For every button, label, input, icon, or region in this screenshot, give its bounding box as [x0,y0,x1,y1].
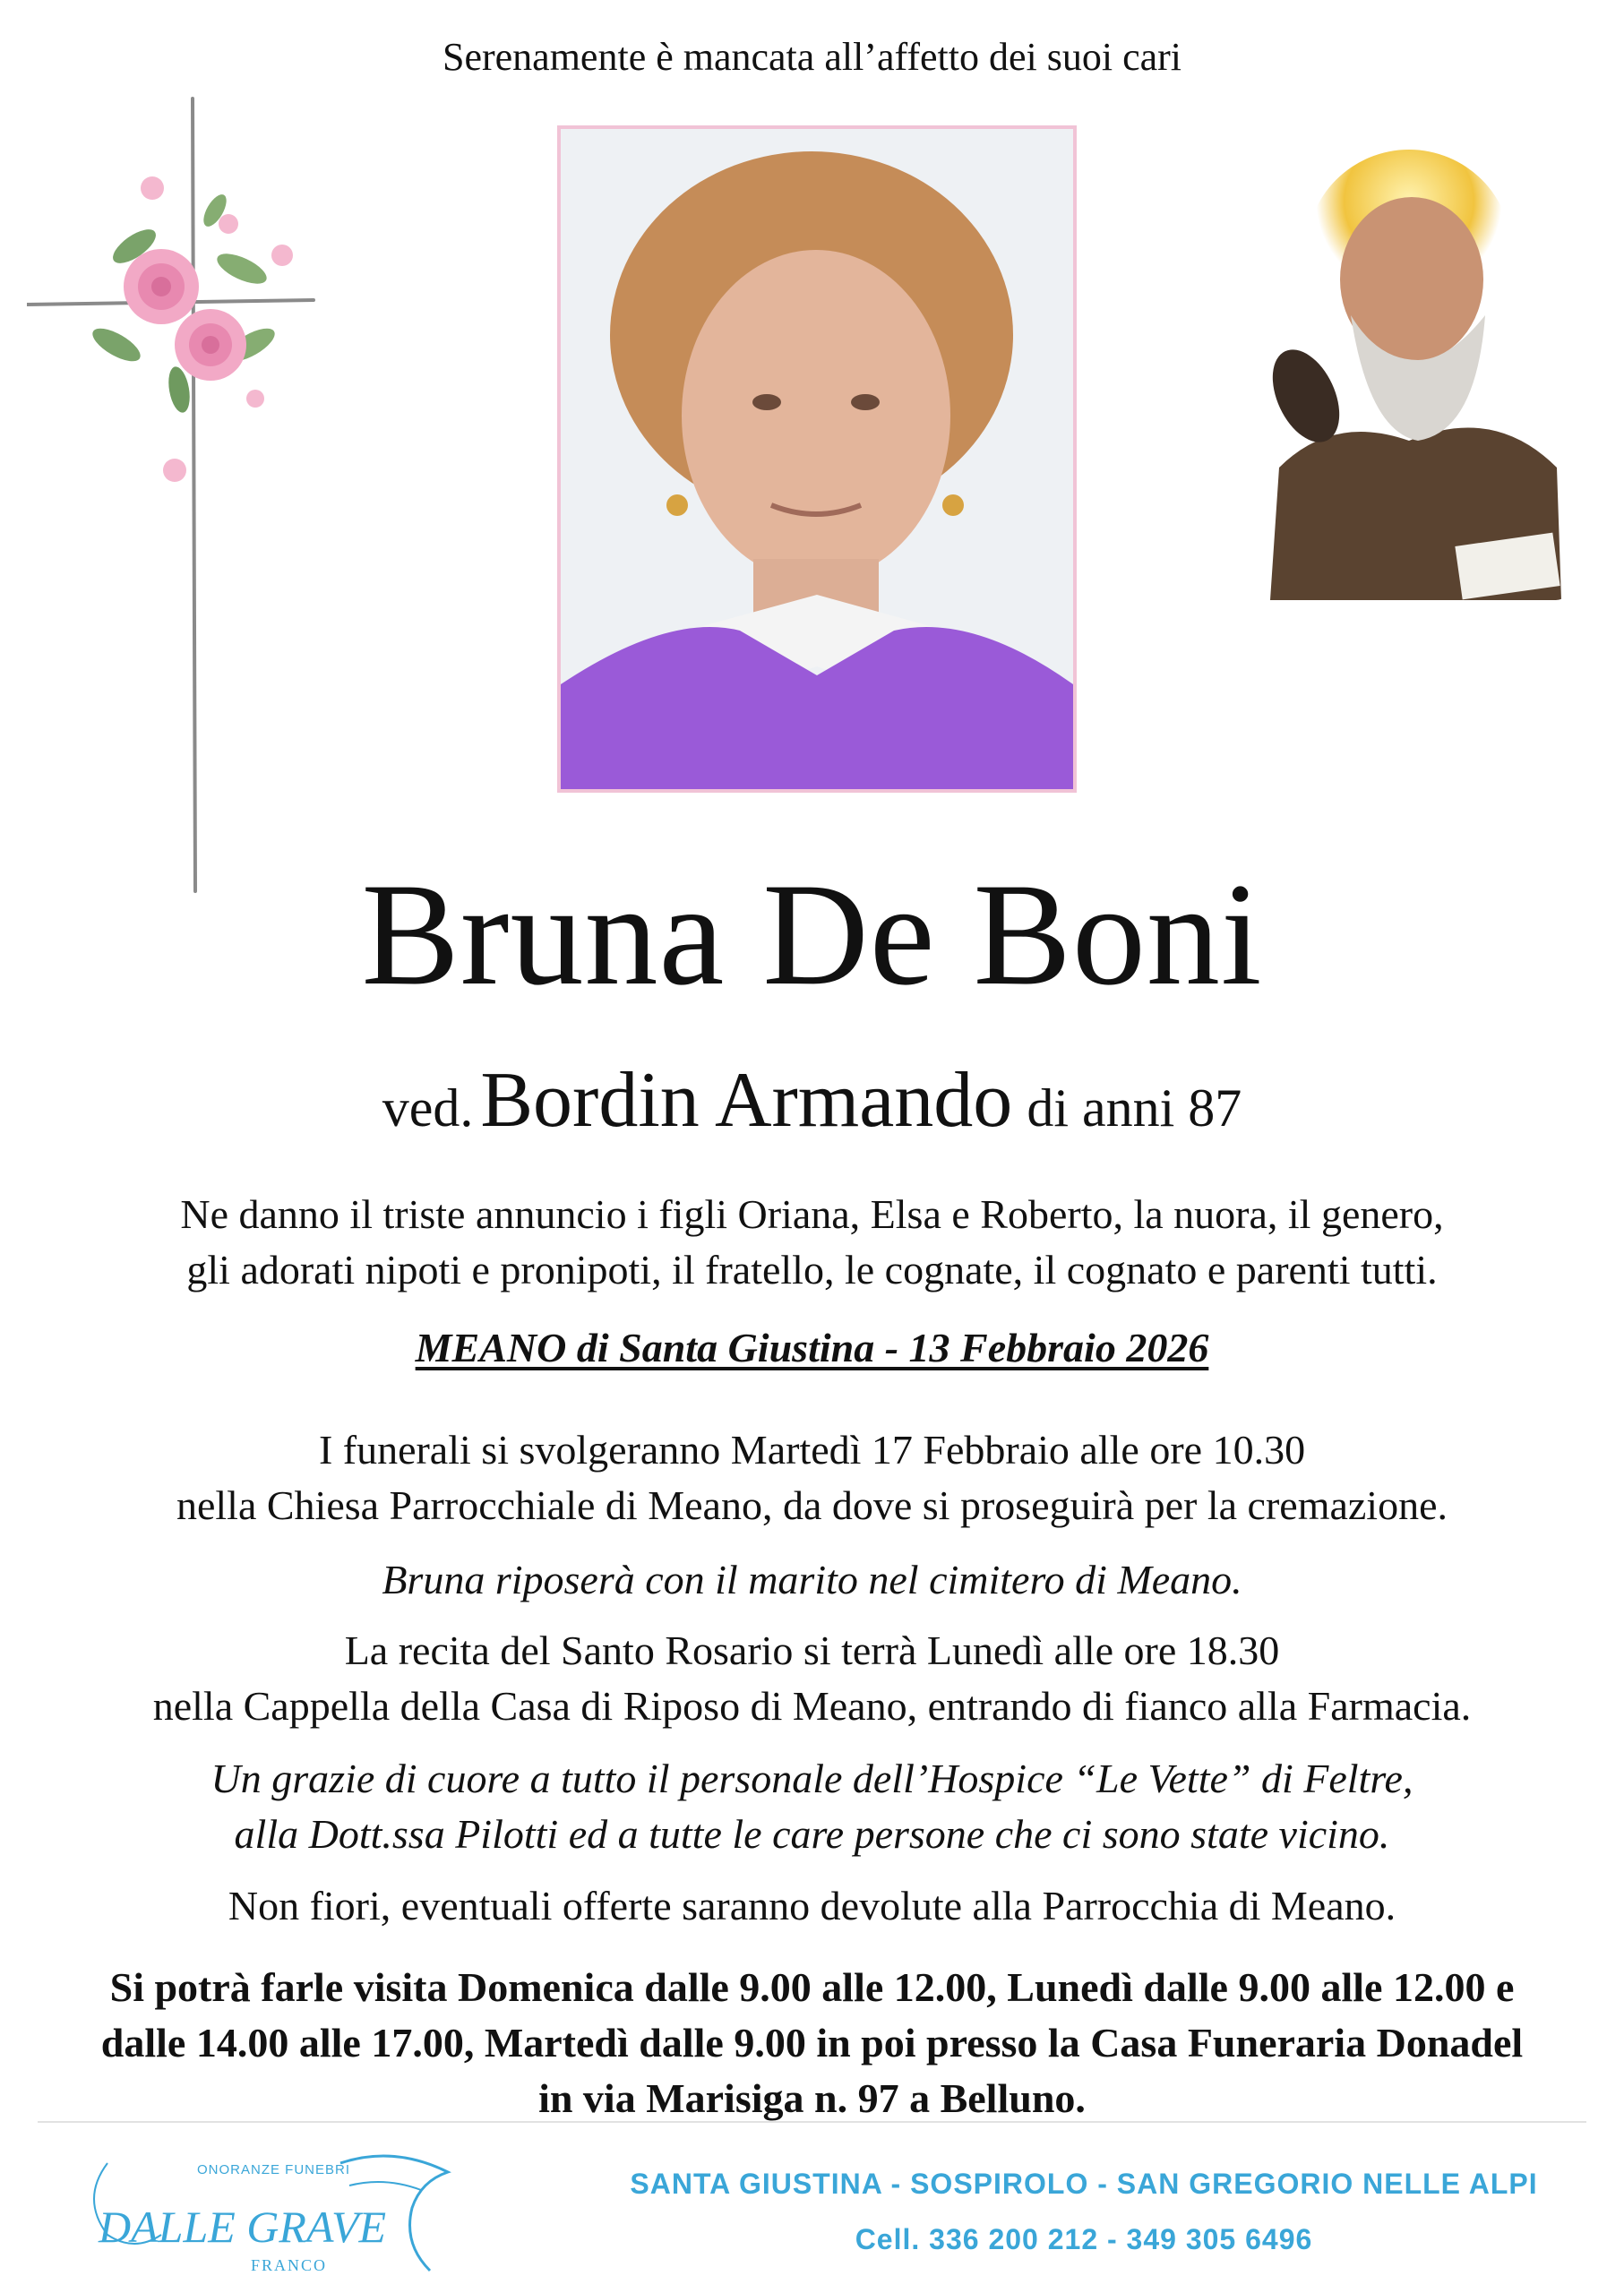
locations-text: SANTA GIUSTINA - SOSPIROLO - SAN GREGORIO NELLE ALPI [630,2168,1538,2200]
spouse-age-line [0,1057,1624,1144]
portrait-illustration [561,129,1073,789]
deceased-name: Bruna De Boni [361,854,1263,1016]
thanks-line: Un grazie di cuore a tutto il personale dell’Hospice “Le Vette” di Feltre, [211,1756,1413,1801]
cross-with-roses-icon [27,94,322,900]
rest-line: Bruna riposerà con il marito nel cimitero di Meano. [382,1557,1242,1602]
announce-line: Ne danno il triste annuncio i figli Oriana, Elsa e Roberto, la nuora, il genero, [180,1191,1444,1237]
saint-image [1252,145,1570,600]
funeral-home-logo [72,2136,502,2280]
rosary-paragraph [0,1623,1624,1734]
rosary-line: nella Cappella della Casa di Riposo di Meano, entrando di fianco alla Farmacia. [152,1683,1472,1729]
intro-text: Serenamente è mancata all’affetto dei suoi cari [443,35,1181,79]
footer-divider [38,2121,1586,2123]
funeral-line: I funerali si svolgeranno Martedì 17 Febbraio alle ore 10.30 [318,1427,1306,1473]
thanks-line: alla Dott.ssa Pilotti ed a tutte le care persone che ci sono state vicino. [234,1811,1390,1857]
visit-line: dalle 14.00 alle 17.00, Martedì dalle 9.00 in poi presso la Casa Funeraria Donadel [100,2020,1524,2065]
visits-paragraph [0,1960,1624,2126]
ved-prefix: ved. [382,1078,474,1138]
no-flowers-line: Non fiori, eventuali offerte saranno devolute alla Parrocchia di Meano. [228,1883,1396,1928]
thanks-paragraph [0,1751,1624,1862]
portrait-photo [557,125,1077,793]
funeral-line: nella Chiesa Parrocchiale di Meano, da dove si proseguirà per la cremazione. [176,1482,1448,1528]
logo-brand: DALLE GRAVE [99,2202,387,2252]
spouse-name: Bordin Armando [480,1057,1013,1144]
visit-line: in via Marisiga n. 97 a Belluno. [538,2075,1086,2121]
announcement-paragraph [0,1187,1624,1298]
logo-tagline: ONORANZE FUNEBRI [197,2162,351,2177]
visit-line: Si potrà farle visita Domenica dalle 9.00 alle 12.00, Lunedì dalle 9.00 alle 12.00 e [109,1964,1515,2010]
place-date: MEANO di Santa Giustina - 13 Febbraio 2026 [415,1325,1209,1370]
saint-illustration [1252,145,1570,600]
age-text: di anni 87 [1027,1078,1242,1138]
phone-text: Cell. 336 200 212 - 349 305 6496 [855,2223,1313,2255]
rosary-line: La recita del Santo Rosario si terrà Lunedì alle ore 18.30 [344,1627,1280,1673]
announce-line: gli adorati nipoti e pronipoti, il fratello, le cognate, il cognato e parenti tutti. [186,1247,1438,1292]
logo-sub: FRANCO [251,2256,328,2274]
funeral-paragraph [0,1422,1624,1533]
